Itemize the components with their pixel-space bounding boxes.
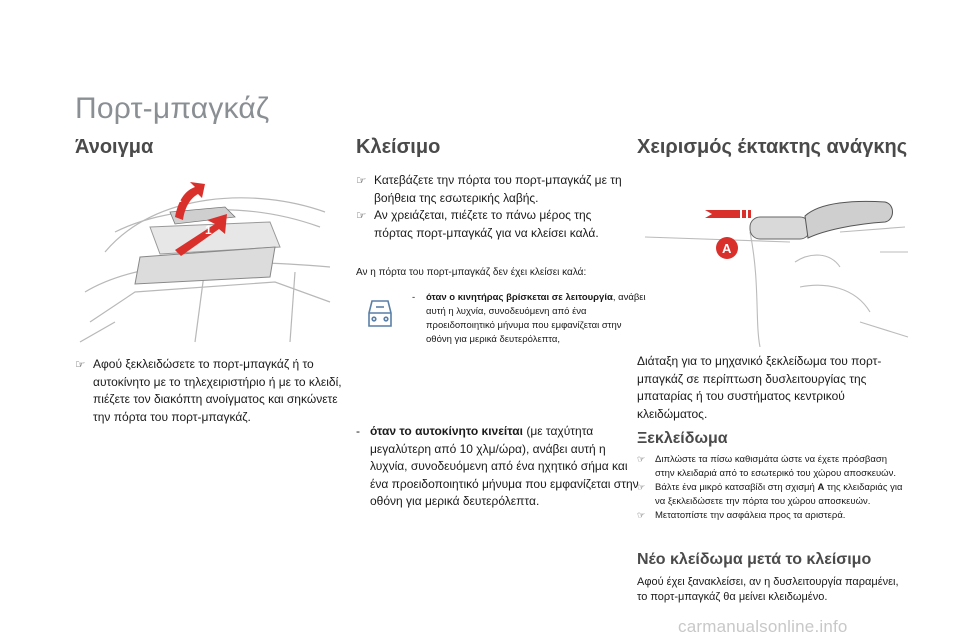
unlocking-heading: Ξεκλείδωμα (637, 430, 728, 447)
unlocking-bullet-3: ☞ Μετατοπίστε την ασφάλεια προς τα αριστερά. (637, 509, 909, 523)
closing-heading: Κλείσιμο (356, 136, 441, 158)
trunk-open-warning-icon (362, 293, 398, 333)
closing-bullets (356, 172, 628, 242)
unlocking-bullet-2-rest: της κλειδαριάς για να ξεκλειδώσετε την πόρτα του χώρου αποσκευών. (655, 482, 903, 507)
moving-text: (με ταχύτητα μεγαλύτερη από 10 χλμ/ώρα), ανάβει αυτή η λυχνία, συνοδευόμενη από ένα ηχητικό σήμα και ένα προειδοποιητικό μήνυμα που εμφανίζεται στην οθόνη για μερικά δευτερόλεπτα. (370, 424, 639, 508)
emergency-release-illustration (640, 172, 910, 347)
unlocking-bullet-1: ☞ Διπλώστε τα πίσω καθισμάτα ώστε να έχετε πρόσβαση στην κλειδαριά από το εσωτερικό του χώρου αποσκευών. (637, 453, 909, 481)
release-arrow (705, 210, 740, 218)
relock-text: Αφού έχει ξανακλείσει, αν η δυσλειτουργία παραμένει, το πορτ-μπαγκάζ θα μείνει κλειδωμένο. (637, 576, 899, 603)
unlocking-bullet-2-text: Βάλτε ένα μικρό κατσαβίδι στη σχισμή (655, 482, 818, 493)
engine-running-bold: όταν ο κινητήρας βρίσκεται σε λειτουργία (426, 292, 613, 303)
closing-bullet-2: ☞ Αν χρειάζεται, πιέζετε το πάνω μέρος της πόρτας πορτ-μπαγκάζ για να κλείσει καλά. (356, 207, 628, 242)
emergency-description: Διάταξη για το μηχανικό ξεκλείδωμα του πορτ-μπαγκάζ σε περίπτωση δυσλειτουργίας της μπαταρίας ή του συστήματος κεντρικού κλειδώματος. (637, 354, 882, 421)
marker-1: 1 (205, 223, 212, 237)
opening-bullets (75, 356, 343, 426)
engine-running-text: , ανάβει αυτή η λυχνία, συνοδευόμενη από ένα προειδοποιητικό μήνυμα που εμφανίζεται στην οθόνη για μερικά δευτερόλεπτα, (426, 292, 646, 345)
engine-running-item (412, 291, 648, 347)
moving-bold: όταν το αυτοκίνητο κινείται (370, 424, 523, 438)
marker-a: A (722, 241, 732, 256)
marker-2: 2 (175, 191, 182, 205)
moving-item (356, 423, 645, 511)
unlocking-bullets (637, 453, 909, 523)
emergency-heading: Χειρισμός έκτακτης ανάγκης (637, 136, 908, 158)
dash: - (412, 292, 416, 303)
tailgate-opening-illustration (75, 172, 340, 347)
unlocking-bullet-2-bold: A (817, 482, 825, 493)
opening-bullet: ☞ Αφού ξεκλειδώσετε το πορτ-μπαγκάζ ή το αυτοκίνητο με το τηλεχειριστήριο ή με το κλειδί, πιέζετε τον διακόπτη ανοίγματος και σηκώνετε την πόρτα του πορτ-μπαγκάζ. (75, 356, 343, 426)
page-title: Πορτ-μπαγκάζ (75, 92, 270, 125)
dash: - (356, 424, 360, 438)
closing-note: Αν η πόρτα του πορτ-μπαγκάζ δεν έχει κλείσει καλά: (356, 267, 587, 278)
watermark: carmanualsonline.info (678, 617, 848, 636)
unlocking-bullet-2 (637, 481, 909, 509)
closing-bullet-1: ☞ Κατεβάζετε την πόρτα του πορτ-μπαγκάζ με τη βοήθεια της εσωτερικής λαβής. (356, 172, 628, 207)
opening-heading: Άνοιγμα (75, 136, 154, 158)
relock-heading: Νέο κλείδωμα μετά το κλείσιμο (637, 551, 872, 568)
